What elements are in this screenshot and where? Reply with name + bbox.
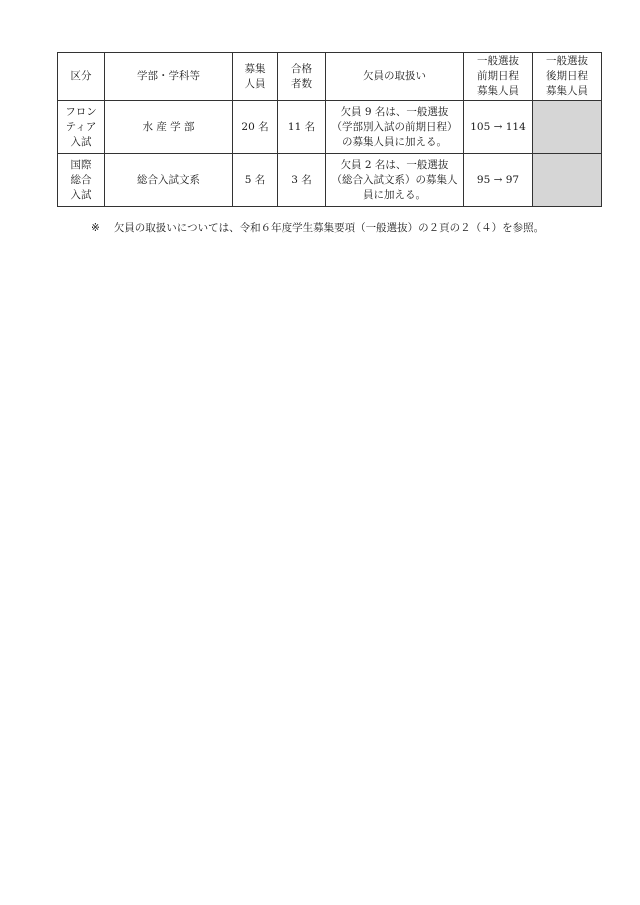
header-passed: 合格 者数 — [278, 53, 326, 101]
footnote-mark: ※ — [91, 222, 100, 234]
header-quota: 募集 人員 — [233, 53, 278, 101]
row-quota: 20 名 — [233, 101, 278, 154]
header-row — [58, 53, 602, 101]
row-vacancy: 欠員 2 名は、一般選抜 （総合入試文系）の募集人 員に加える。 — [326, 154, 464, 207]
row-faculty: 総合入試文系 — [105, 154, 233, 207]
header-faculty: 学部・学科等 — [105, 53, 233, 101]
row-category: 国際 総合 入試 — [58, 154, 105, 207]
row-general-late — [533, 101, 602, 154]
footnote-text: 欠員の取扱いについては、令和６年度学生募集要項（一般選抜）の２頁の２（４）を参照。 — [113, 222, 545, 234]
footnote — [91, 220, 544, 235]
row-general-early: 105 → 114 — [464, 101, 533, 154]
row-faculty: 水 産 学 部 — [105, 101, 233, 154]
header-general-early: 一般選抜 前期日程 募集人員 — [464, 53, 533, 101]
row-passed: 11 名 — [278, 101, 326, 154]
row-general-late — [533, 154, 602, 207]
header-category: 区分 — [58, 53, 105, 101]
row-vacancy: 欠員 9 名は、一般選抜 （学部別入試の前期日程） の募集人員に加える。 — [326, 101, 464, 154]
row-quota: 5 名 — [233, 154, 278, 207]
header-vacancy: 欠員の取扱い — [326, 53, 464, 101]
header-general-late: 一般選抜 後期日程 募集人員 — [533, 53, 602, 101]
table-row — [58, 154, 602, 207]
row-general-early: 95 → 97 — [464, 154, 533, 207]
table-row — [58, 101, 602, 154]
vacancy-table — [57, 52, 602, 207]
row-category: フロン ティア 入試 — [58, 101, 105, 154]
row-passed: 3 名 — [278, 154, 326, 207]
